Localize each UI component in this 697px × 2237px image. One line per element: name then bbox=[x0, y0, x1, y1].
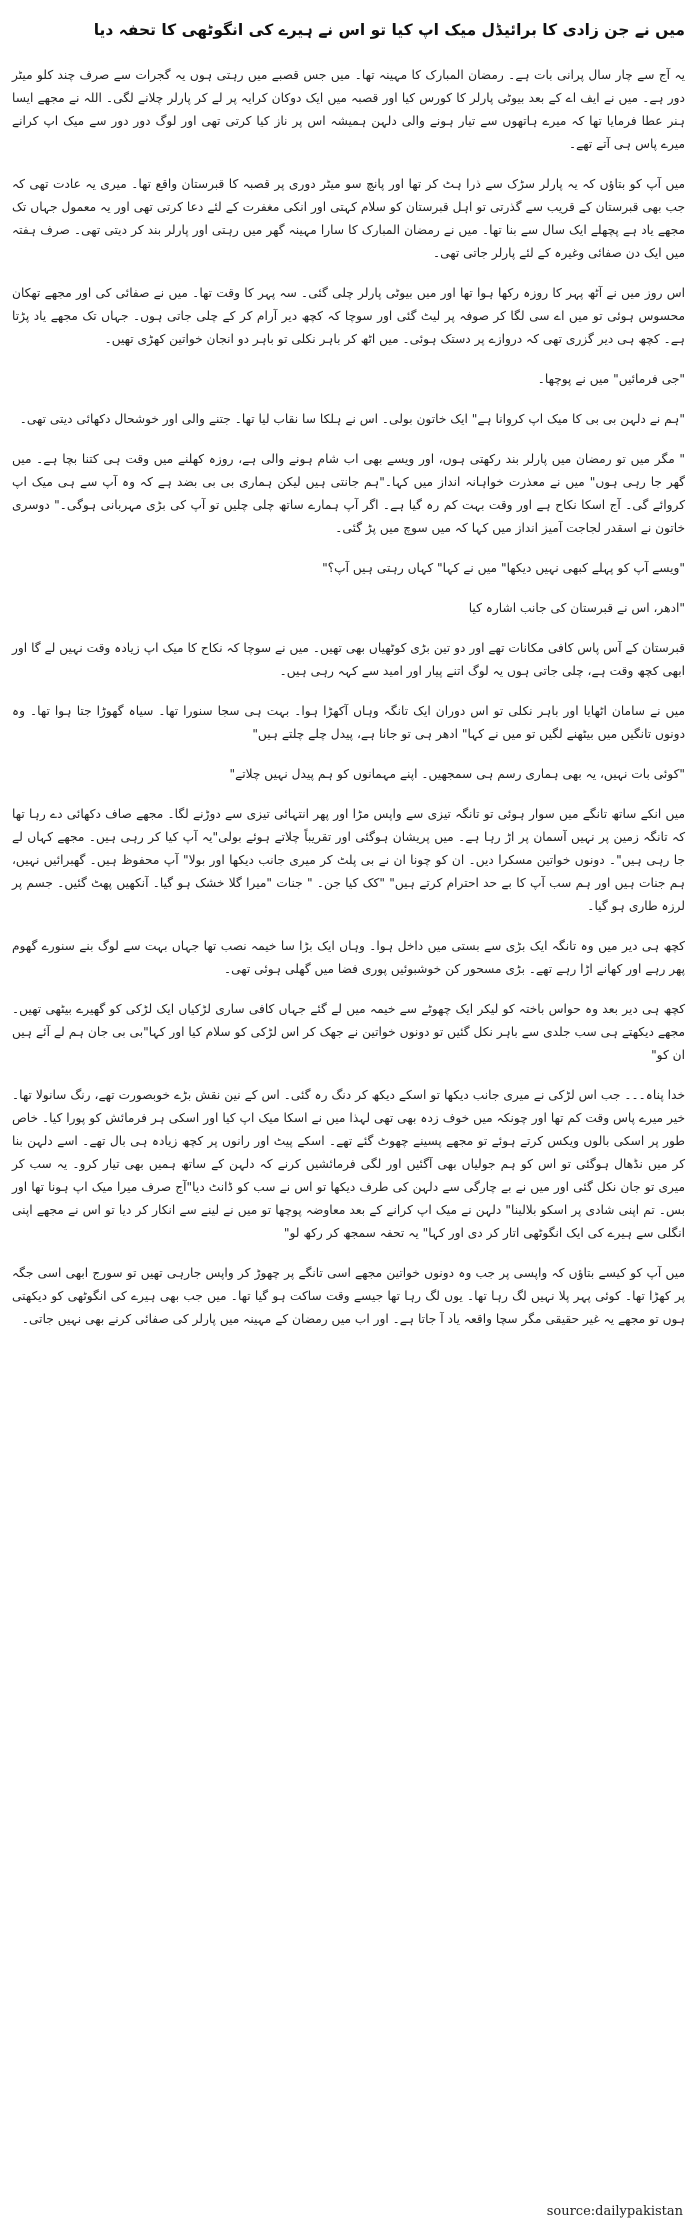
article-body bbox=[12, 64, 685, 1331]
article-paragraph: میں آپ کو کیسے بتاؤں کہ واپسی پر جب وہ دونوں خواتین مجھے اسی تانگے پر چھوڑ کر واپس جارہی تھیں تو سورج ابھی اسی جگہ پر کھڑا تھا۔ کوئی پہر پلا نہیں لگ رہا تھا۔ یوں لگ رہا تھا جیسے وقت ساکت ہو گیا تھا۔ میں جب بھی ہیرے کی انگوٹھی کو دیکھتی ہوں تو مجھے یہ غیر حقیقی مگر سچا واقعہ یاد آ جاتا ہے۔ اور اب میں رمضان کے مہینہ میں پارلر کی صفائی کرنے بھی نہیں جاتی۔ bbox=[12, 1266, 685, 1326]
source-credit: source:dailypakistan bbox=[546, 2204, 683, 2219]
article-paragraph: "کوئی بات نہیں، یہ بھی ہماری رسم ہی سمجھیں۔ اپنے مہمانوں کو ہم پیدل نہیں چلاتے" bbox=[229, 767, 685, 781]
article-paragraph: میں آپ کو بتاؤں کہ یہ پارلر سڑک سے ذرا ہٹ کر تھا اور پانچ سو میٹر دوری پر قصبہ کا قبرستان واقع تھا۔ میری یہ عادت تھی کہ جب بھی قبرستان کے قریب سے گذرتی تو اہل قبرستان کو سلام کہتی اور انکی مغفرت کے لئے دعا کرتی تھی اور یہ معمول جہاں تک مجھے یاد ہے پچھلے ایک سال سے بنا تھا۔ میں نے رمضان المبارک کا سارا مہینہ گھر میں رہتی اور پارلر بند کر دیتی تھی۔ صرف ہفتہ میں ایک دن صفائی وغیرہ کے لئے پارلر جاتی تھی۔ bbox=[12, 177, 685, 260]
article-paragraph: "ہم نے دلہن بی بی کا میک اپ کروانا ہے" ایک خاتون بولی۔ اس نے ہلکا سا نقاب لیا تھا۔ جتنے والی اور خوشحال دکھائی دیتی تھی۔ bbox=[19, 412, 685, 426]
article-paragraph: " مگر میں تو رمضان میں پارلر بند رکھتی ہوں، اور ویسے بھی اب شام ہونے والی ہے، روزہ کھلنے میں وقت ہی کتنا بچا ہے۔ میں گھر جا رہی ہوں" میں نے معذرت خواہانہ انداز میں کہا۔"ہم جانتی ہیں لیکن ہماری بی بی بضد ہے کہ وہ آپ سے ہی میک اپ کروائے گی۔ آج اسکا نکاح ہے اور وقت بہت کم رہ گیا ہے۔ اگر آپ ہمارے ساتھ چلی چلیں تو آپ کی بڑی مہربانی ہوگی۔" دوسری خاتون نے اسقدر لجاجت آمیز انداز میں کہا کہ میں سوچ میں پڑ گئی۔ bbox=[12, 452, 685, 535]
article-paragraph: "ادھر، اس نے قبرستان کی جانب اشارہ کیا bbox=[468, 601, 685, 615]
article-paragraph: اس روز میں نے آٹھ پہر کا روزہ رکھا ہوا تھا اور میں بیوٹی پارلر چلی گئی۔ سہ پہر کا وقت تھا۔ میں نے صفائی کی اور مجھے تھکان محسوس ہوئی تو میں اے سی لگا کر صوفہ پر لیٹ گئی اور سوچا کہ کچھ دیر آرام کر کے چلی جاتی ہوں۔ جہاں تک مجھے یاد پڑتا ہے۔ کچھ ہی دیر گزری تھی کہ دروازے پر دستک ہوئی۔ میں اٹھ کر باہر نکلی تو باہر دو انجان خواتین کھڑی تھیں۔ bbox=[12, 286, 685, 346]
article-paragraph: "ویسے آپ کو پہلے کبھی نہیں دیکھا" میں نے کہا" کہاں رہتی ہیں آپ؟" bbox=[322, 561, 685, 575]
article-paragraph: میں انکے ساتھ تانگے میں سوار ہوئی تو تانگہ تیزی سے واپس مڑا اور پھر انتہائی تیزی سے دوڑنے لگا۔ مجھے صاف دکھائی دے رہا تھا کہ تانگہ زمین پر نہیں آسمان پر اڑ رہا ہے۔ میں پریشان ہوگئی اور تقریباً چلاتے ہوئے بولی"یہ آپ کیا کر رہی ہیں۔ مجھے کہاں لے جا رہی ہیں"۔ دونوں خواتین مسکرا دیں۔ ان کو چونا ان نے بی پلٹ کر میری جانب دیکھا اور بولا" آپ محفوظ ہیں۔ گھبرائیں نہیں، ہم جنات ہیں اور ہم سب آپ کا بے حد احترام کرتے ہیں" "کک کیا جن۔ " جنات "میرا گلا خشک ہو گیا۔ آنکھیں پھٹ گئیں۔ جسم پر لرزہ طاری ہو گیا۔ bbox=[12, 807, 685, 913]
article-title: میں نے جن زادی کا برائیڈل میک اپ کیا تو اس نے ہیرے کی انگوٹھی کا تحفہ دیا bbox=[93, 21, 685, 39]
article-paragraph: کچھ ہی دیر بعد وہ حواس باختہ کو لیکر ایک چھوٹے سے خیمہ میں لے گئے جہاں کافی ساری لڑکیاں ایک لڑکی کو گھیرے بیٹھی تھیں۔ مجھے دیکھتے ہی سب جلدی سے باہر نکل گئیں تو دونوں خواتین نے جھک کر اس لڑکی کو سلام کیا اور کہا"بی بی جان ہم لے آئے ہیں ان کو" bbox=[12, 1002, 685, 1062]
article-paragraph: خدا پناہ۔۔۔ جب اس لڑکی نے میری جانب دیکھا تو اسکے دیکھ کر دنگ رہ گئی۔ اس کے نین نقش بڑے خوبصورت تھے، رنگ سانولا تھا۔ خیر میرے پاس وقت کم تھا اور چونکہ میں خوف زدہ بھی تھی لہذا میں نے اسکا میک اپ کیا اور اسکی ہر فرمائش کو پورا کیا۔ خاص طور پر اسکی بالوں ویکس کرتے ہوئے تو مجھے پسینے چھوٹ گئے تھے۔ اسکے پیٹ اور رانوں پر کچھ زیادہ ہی بال تھے۔ اسے دلہن بنا کر میں نڈھال ہوگئی تو اس کو ہم جولیاں بھی آگئیں اور لگی فرمائشیں کرنے کہ دلہن کے ساتھ ہمیں بھی تیار کرو۔ یہ سب کر میری تو جان نکل گئی اور میں نے بے چارگی سے دلہن کی طرف دیکھا تو اس نے سب کو ڈانٹ دیا"آج صرف میرا میک اپ ہونا تھا اور بس۔ تم اپنی شادی پر اسکو بلالینا" دلہن نے میک اپ کرانے کے بعد معاوضہ پوچھا تو میں نے لینے سے انکار کر دیا تو اس نے مجھے اپنی انگلی سے ہیرے کی ایک انگوٹھی اتار کر دی اور کہا" یہ تحفہ سمجھ کر رکھ لو" bbox=[12, 1088, 685, 1240]
article-paragraph: کچھ ہی دیر میں وہ تانگہ ایک بڑی سے بستی میں داخل ہوا۔ وہاں ایک بڑا سا خیمہ نصب تھا جہاں بہت سے لوگ بنے سنورے گھوم پھر رہے اور کھانے اڑا رہے تھے۔ بڑی مسحور کن خوشبوئیں پوری فضا میں گھلی ہوئی تھی۔ bbox=[12, 939, 685, 976]
article-paragraph: قبرستان کے آس پاس کافی مکانات تھے اور دو تین بڑی کوٹھیاں بھی تھیں۔ میں نے سوچا کہ نکاح کا میک اپ زیادہ وقت نہیں لے گا اور ابھی کچھ وقت ہے، چلی جاتی ہوں یہ لوگ اتنے پیار اور امید سے کہہ رہی ہیں۔ bbox=[12, 641, 685, 678]
article-paragraph: "جی فرمائیں" میں نے پوچھا۔ bbox=[537, 372, 685, 386]
article-paragraph: یہ آج سے چار سال پرانی بات ہے۔ رمضان المبارک کا مہینہ تھا۔ میں جس قصبے میں رہتی ہوں یہ گجرات سے صرف چند کلو میٹر دور ہے۔ میں نے ایف اے کے بعد بیوٹی پارلر کا کورس کیا اور قصبہ میں ایک دوکان کرایہ پر لے کر پارلر چلانے لگی۔ اللہ نے مجھے ایسا ہنر عطا فرمایا تھا کہ میرے ہاتھوں سے تیار ہونے والی دلہن ہمیشہ اس پر ناز کیا کرتی تھی اور لوگ دور دور سے میک اپ کرانے میرے پاس ہی آتے تھے۔ bbox=[12, 68, 685, 151]
article-paragraph: میں نے سامان اٹھایا اور باہر نکلی تو اس دوران ایک تانگہ وہاں آکھڑا ہوا۔ بہت ہی سجا سنورا تھا۔ سیاہ گھوڑا جتا ہوا تھا۔ وہ دونوں تانگیں میں بیٹھنے لگیں تو میں نے کہا" ادھر ہی تو جانا ہے، پیدل چلے چلتے ہیں" bbox=[12, 704, 685, 741]
